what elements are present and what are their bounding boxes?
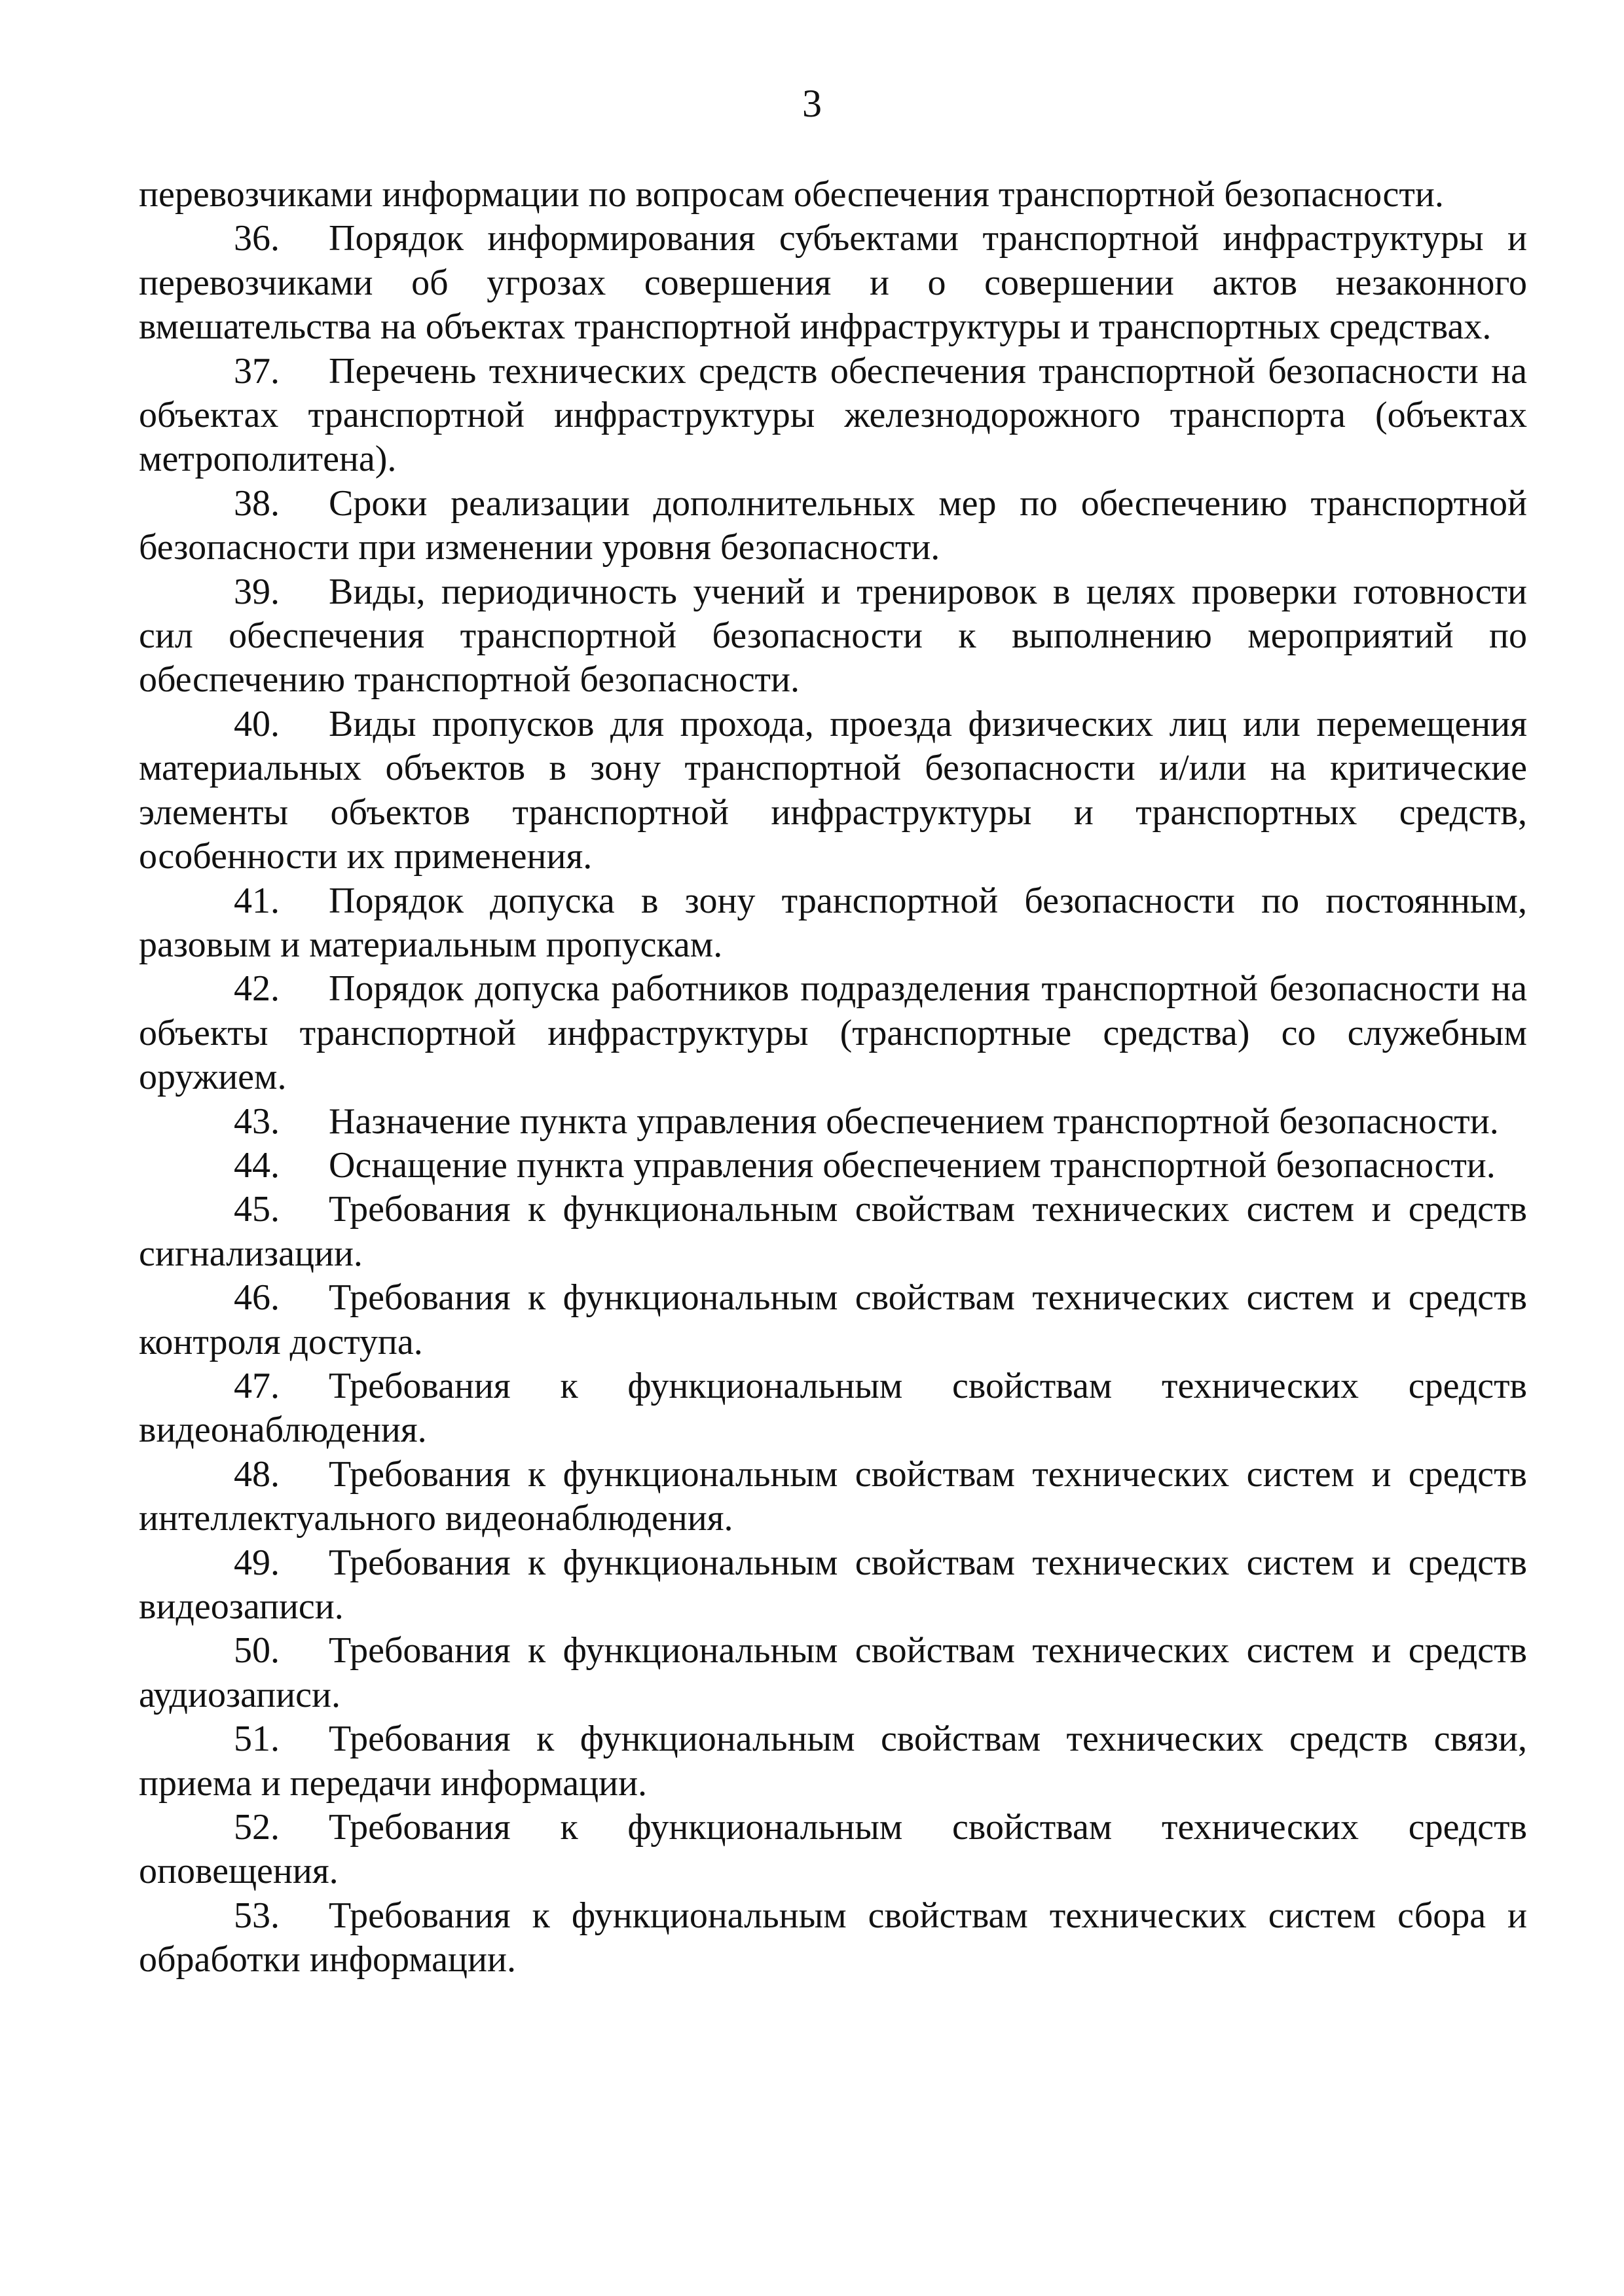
list-item-number: 39.: [234, 571, 280, 612]
list-item: [139, 1100, 1527, 1144]
list-item: [139, 879, 1527, 968]
list-item-text: Виды пропусков для прохода, проезда физических лиц или перемещения материальных объектов в зону транспортной безопасности и/или на критические элементы объектов транспортной инфраструктуры и транспортных средств, особенности их применения.: [139, 703, 1527, 877]
list-item-text: Требования к функциональным свойствам технических средств видеонаблюдения.: [139, 1365, 1527, 1451]
list-item: [139, 1364, 1527, 1453]
list-item: [139, 1541, 1527, 1630]
list-item-text: Порядок допуска в зону транспортной безопасности по постоянным, разовым и материальным пропускам.: [139, 880, 1527, 965]
list-item-text: Требования к функциональным свойствам технических систем и средств сигнализации.: [139, 1189, 1527, 1274]
list-item-text: Порядок информирования субъектами транспортной инфраструктуры и перевозчиками об угрозах совершения и о совершении актов незаконного вмешательства на объектах транспортной инфраструктуры и транспортных средствах.: [139, 218, 1527, 348]
list-item-text: Требования к функциональным свойствам технических систем сбора и обработки информации.: [139, 1895, 1527, 1980]
list-item-number: 41.: [234, 880, 280, 921]
list-item: [139, 1894, 1527, 1982]
list-item-text: Требования к функциональным свойствам технических систем и средств контроля доступа.: [139, 1277, 1527, 1362]
list-item-text: Требования к функциональным свойствам технических систем и средств аудиозаписи.: [139, 1630, 1527, 1715]
list-item-number: 40.: [234, 703, 280, 744]
list-item-number: 52.: [234, 1807, 280, 1848]
list-item-number: 51.: [234, 1719, 280, 1760]
list-item: [139, 482, 1527, 570]
list-item-text: Оснащение пункта управления обеспечением транспортной безопасности.: [329, 1144, 1496, 1186]
list-item: [139, 1806, 1527, 1894]
list-item: [139, 1188, 1527, 1276]
list-item: [139, 1276, 1527, 1364]
list-item-number: 46.: [234, 1277, 280, 1319]
list-item: [139, 1717, 1527, 1806]
list-item-text: Сроки реализации дополнительных мер по обеспечению транспортной безопасности при изменении уровня безопасности.: [139, 483, 1527, 568]
list-item: [139, 570, 1527, 702]
list-item-text: Назначение пункта управления обеспечением транспортной безопасности.: [329, 1101, 1499, 1142]
list-item: [139, 350, 1527, 482]
list-item-text: Порядок допуска работников подразделения транспортной безопасности на объекты транспортной инфраструктуры (транспортные средства) со служебным оружием.: [139, 968, 1527, 1098]
list-item: [139, 702, 1527, 879]
numbered-list: [139, 217, 1527, 1982]
continuation-paragraph: перевозчиками информации по вопросам обеспечения транспортной безопасности.: [139, 174, 1444, 215]
list-item-number: 38.: [234, 483, 280, 524]
list-item-text: Требования к функциональным свойствам технических систем и средств видеозаписи.: [139, 1542, 1527, 1627]
list-item: [139, 1144, 1527, 1188]
list-item-number: 50.: [234, 1630, 280, 1671]
list-item-number: 42.: [234, 968, 280, 1010]
document-body: [139, 173, 1527, 1982]
list-item: [139, 967, 1527, 1099]
list-item-number: 44.: [234, 1144, 280, 1186]
list-item-number: 43.: [234, 1101, 280, 1142]
list-item-number: 48.: [234, 1453, 280, 1495]
list-item-number: 37.: [234, 350, 280, 392]
list-item-number: 47.: [234, 1365, 280, 1406]
list-item-number: 49.: [234, 1542, 280, 1583]
page-number: 3: [802, 82, 822, 125]
list-item-text: Требования к функциональным свойствам технических систем и средств интеллектуального видеонаблюдения.: [139, 1453, 1527, 1539]
list-item-number: 53.: [234, 1895, 280, 1936]
list-item: [139, 1629, 1527, 1717]
list-item-text: Перечень технических средств обеспечения транспортной безопасности на объектах транспортной инфраструктуры железнодорожного транспорта (объектах метрополитена).: [139, 350, 1527, 480]
list-item-number: 45.: [234, 1189, 280, 1230]
list-item-text: Требования к функциональным свойствам технических средств оповещения.: [139, 1807, 1527, 1892]
list-item: [139, 217, 1527, 349]
list-item: [139, 1453, 1527, 1541]
list-item-text: Виды, периодичность учений и тренировок в целях проверки готовности сил обеспечения транспортной безопасности к выполнению мероприятий по обеспечению транспортной безопасности.: [139, 571, 1527, 701]
list-item-number: 36.: [234, 218, 280, 259]
list-item-text: Требования к функциональным свойствам технических средств связи, приема и передачи информации.: [139, 1719, 1527, 1804]
